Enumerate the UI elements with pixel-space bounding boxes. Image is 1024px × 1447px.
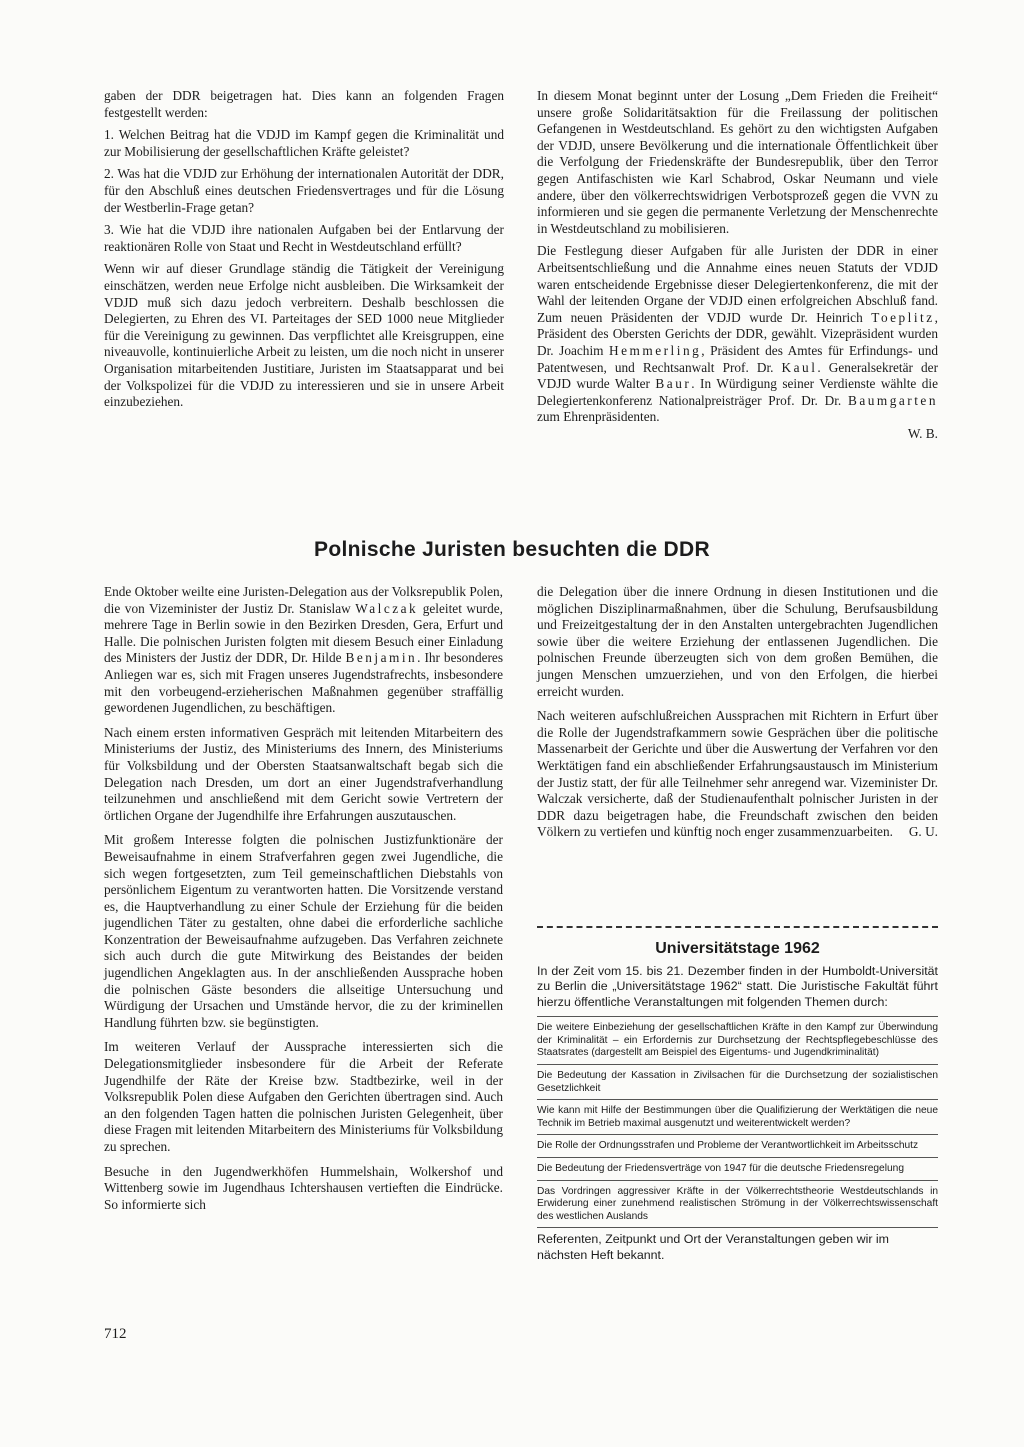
person-name: Baumgarten bbox=[848, 392, 938, 408]
article-title: Polnische Juristen besuchten die DDR bbox=[314, 538, 710, 561]
topic-item: Das Vordringen aggressiver Kräfte in der Völkerrechtstheorie Westdeutschlands in Erwiderung einer zunehmend realistischen Strömung in der Völkerrechtswissenschaft des westlichen Auslands bbox=[537, 1180, 938, 1224]
paragraph: Ende Oktober weilte eine Juristen-Delegation aus der Volksrepublik Polen, die von Vizeminister der Justiz Dr. Stanislaw Walczak geleitet wurde, mehrere Tage in Berlin sowie in den Bezirken Dresden, Gera, Erfurt und Halle. Die polnischen Juristen folgten mit diesem Besuch einer Einladung des Ministers der Justiz der DDR, Dr. Hilde Benjamin. Ihr besonderes Anliegen war es, sich mit Fragen unseres Jugendstrafrechts, insbesondere mit den vorbeugend-erzieherischen Maßnahmen gegenüber straffällig gewordenen Jugendlichen, zu beschäftigen. bbox=[104, 584, 504, 716]
announcement-box bbox=[537, 940, 938, 1263]
topic-item: Die weitere Einbeziehung der gesellschaftlichen Kräfte in den Kampf zur Überwindung der Kriminalität – ein Erfordernis zur Durchsetzung der Rechtspflegebeschlüsse des Staatsrates (dargestellt am Beispiel des Eigentums- und Jugendkriminalität) bbox=[537, 1016, 938, 1060]
announcement-title: Universitätstage 1962 bbox=[655, 940, 820, 957]
article-column-right bbox=[537, 584, 938, 847]
paragraph: Nach weiteren aufschlußreichen Aussprachen mit Richtern in Erfurt über die Rolle der Jugendstrafkammern sowie Gesprächen über die politische Massenarbeit der Gerichte und über die Auswertung der Verfahren vor den Werktätigen fand ein abschließender Erfahrungsaustausch im Ministerium der Justiz statt, der für alle Teilnehmer sehr anregend war. Vizeminister Dr. Walczak versicherte, daß der Studienaufenthalt polnischer Juristen in der DDR dazu beigetragen habe, die Freundschaft zwischen den beiden Völkern zu vertiefen und künftig noch enger zusammenzuarbeiten. G. U. bbox=[537, 708, 938, 840]
paragraph: Mit großem Interesse folgten die polnischen Justizfunktionäre der Beweisaufnahme in einem Strafverfahren gegen zwei Jugendliche, die sich wegen fortgesetzten, zum Teil gemeinschaftlichen Diebstahls von persönlichem Eigentum zu verantworten hatten. Die Vorsitzende verstand es, die Hauptverhandlung zu einer Schule der Erziehung für die beiden jugendlichen Täter zu gestalten, ohne dabei die erforderliche sachliche Konzentration der Beweisaufnahme aufzugeben. Das Verfahren zeichnete sich auch durch die gute Mitwirkung des Beistandes der beiden jugendlichen Angeklagten aus. In der anschließenden Aussprache hoben die polnischen Gäste besonders die allseitige Untersuchung und Würdigung der Ursachen und Umstände hervor, die zu der kriminellen Handlung führten bzw. sie begünstigten. bbox=[104, 832, 503, 1030]
announcement-outro: Referenten, Zeitpunkt und Ort der Veranstaltungen geben wir im nächsten Heft bekannt. bbox=[537, 1227, 938, 1263]
topic-item: Die Bedeutung der Kassation in Zivilsachen für die Durchsetzung der sozialistischen Gesetzlichkeit bbox=[537, 1064, 938, 1095]
author-signature: G. U. bbox=[908, 824, 938, 840]
person-name: Baur bbox=[655, 376, 692, 392]
paragraph: gaben der DDR beigetragen hat. Dies kann an folgenden Fragen festgestellt werden: bbox=[104, 88, 504, 120]
person-name: Hemmerling bbox=[609, 342, 702, 358]
topic-item: Wie kann mit Hilfe der Bestimmungen über die Qualifizierung der Werktätigen die neue Technik im Betrieb maximal ausgenutzt und weiterentwickelt werden? bbox=[537, 1099, 938, 1130]
person-name: Benjamin bbox=[345, 650, 418, 666]
paragraph: Nach einem ersten informativen Gespräch mit leitenden Mitarbeitern des Ministeriums der Justiz, des Ministeriums des Innern, des Ministeriums für Volksbildung und der Obersten Staatsanwaltschaft begab sich die Delegation nach Dresden, um dort an einer Jugendstrafverhandlung teilzunehmen und anschließend mit dem Gericht sowie Vertretern der örtlichen Organe der Jugendhilfe ihre Erfahrungen auszutauschen. bbox=[104, 724, 503, 823]
divider bbox=[537, 926, 938, 928]
person-name: Toeplitz bbox=[871, 309, 935, 325]
person-name: Walczak bbox=[355, 600, 419, 616]
topic-item: Die Bedeutung der Friedensverträge von 1947 für die deutsche Friedensregelung bbox=[537, 1157, 938, 1176]
column-top-right bbox=[537, 88, 938, 442]
column-top-left bbox=[104, 88, 504, 417]
paragraph: die Delegation über die innere Ordnung in diesen Institutionen und die möglichen Disziplinarmaßnahmen, über die Schulung, Berufsausbildung und Freizeitgestaltung der in den Anstalten untergebrachten Jugendlichen sowie über die weitere Erziehung der entlassenen Jugendlichen. Die polnischen Freunde überzeugten sich von dem großen Bemühen, die jungen Menschen umzuerziehen, und von den Erfolgen, die hierbei erreicht wurden. bbox=[537, 584, 938, 699]
announcement-intro: In der Zeit vom 15. bis 21. Dezember finden in der Humboldt-Universität zu Berlin die „Universitätstage 1962“ statt. Die Juristische Fakultät führt hierzu öffentliche Veranstaltungen mit folgenden Themen durch: bbox=[537, 964, 938, 1009]
author-signature: W. B. bbox=[907, 425, 938, 441]
paragraph: In diesem Monat beginnt unter der Losung „Dem Frieden die Freiheit“ unsere große Solidaritätsaktion für die Freilassung der politischen Gefangenen in Westdeutschland. Es gehört zu den wichtigsten Aufgaben der VDJD, unsere Bevölkerung und die internationale Öffentlichkeit über die Verfolgung der Friedenskräfte der Bundesrepublik, über den Terror gegen Antifaschisten wie Karl Schabrod, Oskar Neumann und viele andere, über den völkerrechtswidrigen Verbotsprozeß gegen die VVN zu informieren und sie gegen die permanente Verletzung der Menschenrechte in Westdeutschland zu mobilisieren. bbox=[537, 88, 938, 236]
topic-item: Die Rolle der Ordnungsstrafen und Probleme der Verantwortlichkeit im Arbeitsschutz bbox=[537, 1134, 938, 1153]
question-3: 3. Wie hat die VDJD ihre nationalen Aufgaben bei der Entlarvung der reaktionären Rolle von Staat und Recht in Westdeutschland erfüllt? bbox=[104, 222, 504, 254]
paragraph: Besuche in den Jugendwerkhöfen Hummelshain, Wolkershof und Wittenberg sowie im Jugendhaus Ichtershausen vertieften die Eindrücke. So informierte sich bbox=[104, 1163, 503, 1212]
question-1: 1. Welchen Beitrag hat die VDJD im Kampf gegen die Kriminalität und zur Mobilisierung der gesellschaftlichen Kräfte geleistet? bbox=[104, 127, 504, 159]
page-number: 712 bbox=[104, 1326, 127, 1342]
paragraph: Wenn wir auf dieser Grundlage ständig die Tätigkeit der Vereinigung einschätzen, werden neue Erfolge nicht ausbleiben. Die Wirksamkeit der VDJD muß sich dazu jedoch verbreitern. Deshalb beschlossen die Delegierten, zu Ehren des VI. Parteitages der SED 1000 neue Mitglieder für die Vereinigung zu gewinnen. Das verpflichtet alle Kreisgruppen, eine niveauvolle, kontinuierliche Arbeit zu leisten, um die noch nicht in unserer Organisation mitarbeitenden Justitiare, Juristen im Staatsapparat und bei der Volkspolizei für die VDJD zu interessieren und sie in unsere Arbeit einzubeziehen. bbox=[104, 261, 504, 410]
person-name: Kaul bbox=[781, 359, 818, 375]
article-column-left bbox=[104, 584, 503, 1221]
paragraph: Die Festlegung dieser Aufgaben für alle Juristen der DDR in einer Arbeitsentschließung und die Annahme eines neuen Statuts der VDJD waren entscheidende Ergebnisse dieser Delegiertenkonferenz, die mit der Wahl der leitenden Organe der VDJD einen erfolgreichen Abschluß fand. Zum neuen Präsidenten der VDJD wurde Dr. Heinrich Toeplitz, Präsident des Obersten Gerichts der DDR, gewählt. Vizepräsident wurden Dr. Joachim Hemmerling, Präsident des Amtes für Erfindungs- und Patentwesen, und Rechtsanwalt Prof. Dr. Kaul. Generalsekretär der VDJD wurde Walter Baur. In Würdigung seiner Verdienste wählte die Delegiertenkonferenz Nationalpreisträger Prof. Dr. Dr. Baumgarten zum Ehrenpräsidenten. bbox=[537, 243, 938, 425]
paragraph: Im weiteren Verlauf der Aussprache interessierten sich die Delegationsmitglieder insbesondere für die Arbeit der Referate Jugendhilfe der Räte der Kreise bzw. Stadtbezirke, weil in der Volksrepublik Polen diese Aufgaben den Gerichten übertragen sind. Auch an den folgenden Tagen hatten die polnischen Juristen Gelegenheit, über diese Fragen mit leitenden Mitarbeitern des Ministeriums für Volksbildung zu sprechen. bbox=[104, 1039, 503, 1154]
question-2: 2. Was hat die VDJD zur Erhöhung der internationalen Autorität der DDR, für den Abschluß eines deutschen Friedensvertrages und für die Lösung der Westberlin-Frage getan? bbox=[104, 166, 504, 215]
